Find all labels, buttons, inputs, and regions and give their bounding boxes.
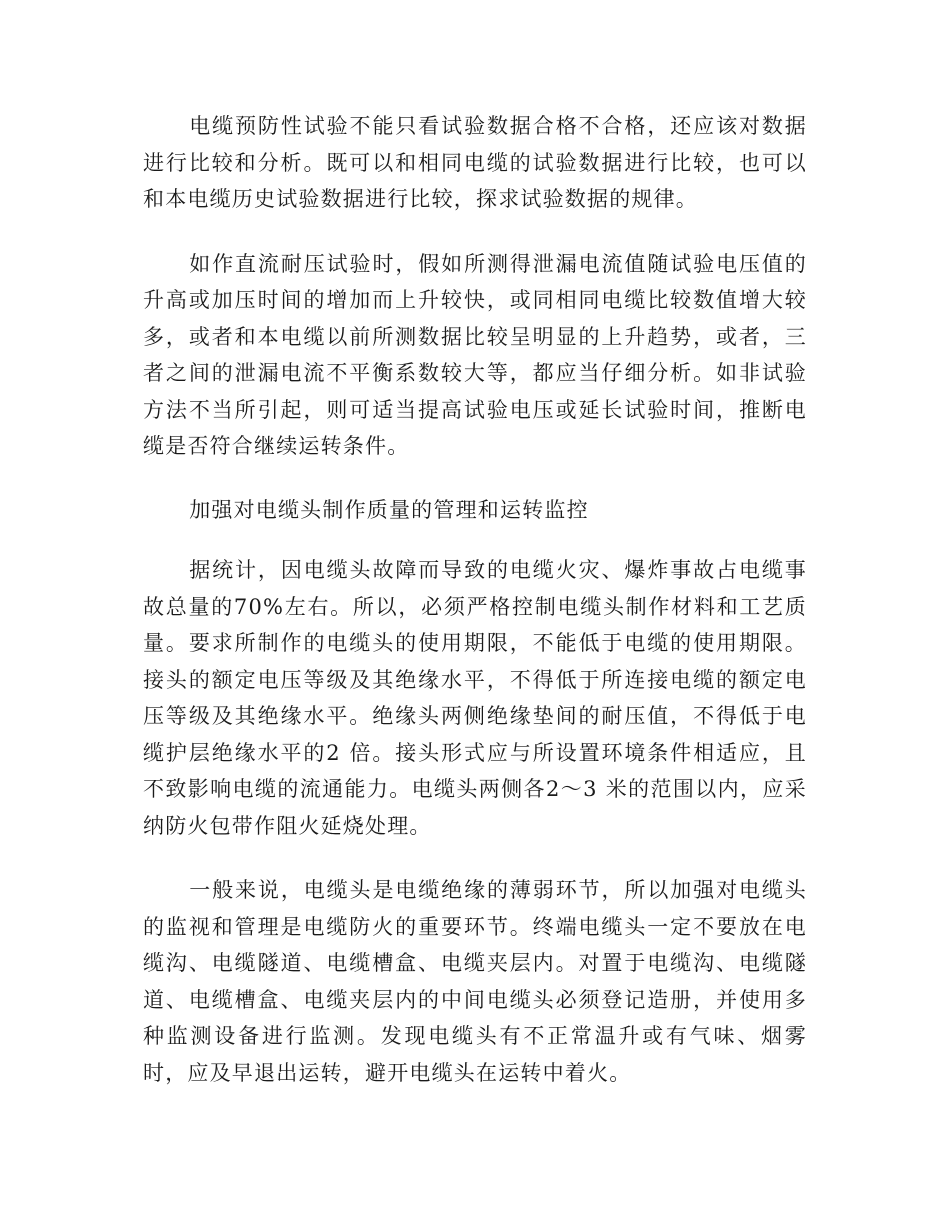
document-body: [143, 108, 807, 1091]
paragraph-cable-head-statistics: 据统计，因电缆头故障而导致的电缆火灾、爆炸事故占电缆事故总量的70%左右。所以，必须严格控制电缆头制作材料和工艺质量。要求所制作的电缆头的使用期限，不能低于电缆的使用期限。接头的额定电压等级及其绝缘水平，不得低于所连接电缆的额定电压等级及其绝缘水平。绝缘头两侧绝缘垫间的耐压值，不得低于电缆护层绝缘水平的2 倍。接头形式应与所设置环境条件相适应，且不致影响电缆的流通能力。电缆头两侧各2～3 米的范围以内，应采纳防火包带作阻火延烧处理。: [143, 558, 807, 838]
paragraph-dc-withstand-test: 如作直流耐压试验时，假如所测得泄漏电流值随试验电压值的升高或加压时间的增加而上升较快，或同相同电缆比较数值增大较多，或者和本电缆以前所测数据比较呈明显的上升趋势，或者，三者之间的泄漏电流不平衡系数较大等，都应当仔细分析。如非试验方法不当所引起，则可适当提高试验电压或延长试验时间，推断电缆是否符合继续运转条件。: [143, 251, 807, 458]
section-heading: 加强对电缆头制作质量的管理和运转监控: [189, 497, 589, 522]
paragraph-cable-head-monitoring: 一般来说，电缆头是电缆绝缘的薄弱环节，所以加强对电缆头的监视和管理是电缆防火的重要环节。终端电缆头一定不要放在电缆沟、电缆隧道、电缆槽盒、电缆夹层内。对置于电缆沟、电缆隧道、电缆槽盒、电缆夹层内的中间电缆头必须登记造册，并使用多种监测设备进行监测。发现电缆头有不正常温升或有气味、烟雾时，应及早退出运转，避开电缆头在运转中着火。: [143, 878, 807, 1085]
paragraph-test-data-analysis: 电缆预防性试验不能只看试验数据合格不合格，还应该对数据进行比较和分析。既可以和相同电缆的试验数据进行比较，也可以和本电缆历史试验数据进行比较，探求试验数据的规律。: [143, 114, 807, 211]
